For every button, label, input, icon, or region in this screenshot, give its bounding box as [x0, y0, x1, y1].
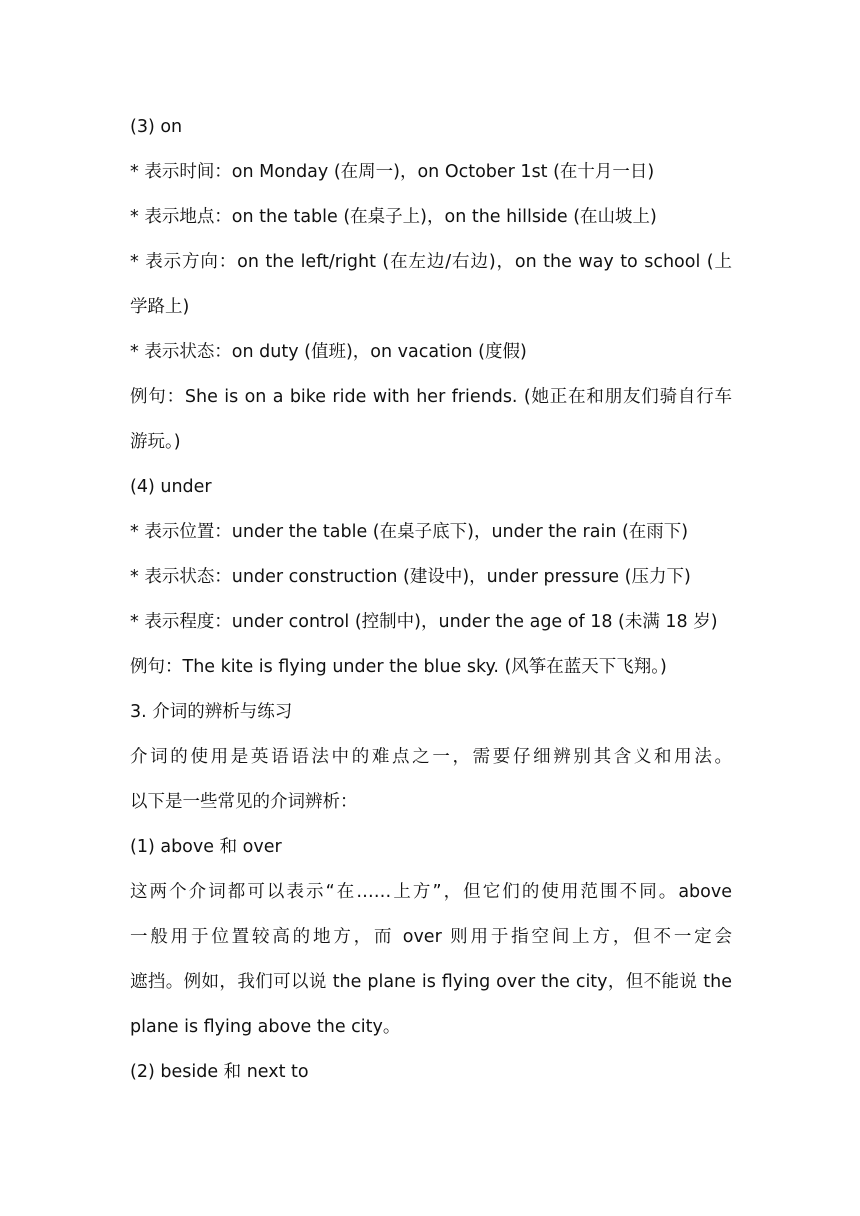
heading-on: (3) on [130, 117, 183, 137]
list-item-on-time: * 表示时间：on Monday (在周一)，on October 1st (在十月一日) [130, 162, 655, 182]
paragraph-above-over-2: 一般用于位置较高的地方，而 over 则用于指空间上方，但不一定会 [130, 927, 732, 947]
list-item-on-place: * 表示地点：on the table (在桌子上)，on the hillside (在山坡上) [130, 207, 657, 227]
body-text [130, 105, 732, 1095]
list-item-under-position: * 表示位置：under the table (在桌子底下)，under the rain (在雨下) [130, 522, 689, 542]
list-item-under-state: * 表示状态：under construction (建设中)，under pressure (压力下) [130, 567, 691, 587]
paragraph-intro-cont: 以下是一些常见的介词辨析： [130, 792, 358, 812]
paragraph-intro: 介词的使用是英语语法中的难点之一，需要仔细辨别其含义和用法。 [130, 747, 732, 767]
list-item-on-state: * 表示状态：on duty (值班)，on vacation (度假) [130, 342, 527, 362]
example-under: 例句：The kite is flying under the blue sky. (风筝在蓝天下飞翔。) [130, 657, 667, 677]
list-item-on-direction-cont: 学路上) [130, 297, 190, 317]
list-item-on-direction: * 表示方向：on the left/right (在左边/右边)，on the way to school (上 [130, 252, 732, 272]
paragraph-above-over-4: plane is flying above the city。 [130, 1017, 401, 1037]
heading-above-over: (1) above 和 over [130, 837, 282, 857]
example-on: 例句：She is on a bike ride with her friends. (她正在和朋友们骑自行车 [130, 387, 732, 407]
section-heading-3: 3. 介词的辨析与练习 [130, 702, 293, 722]
paragraph-above-over-1: 这两个介词都可以表示“在……上方”，但它们的使用范围不同。above [130, 882, 732, 902]
heading-beside-next-to: (2) beside 和 next to [130, 1062, 309, 1082]
paragraph-above-over-3: 遮挡。例如，我们可以说 the plane is flying over the city，但不能说 the [130, 972, 732, 992]
example-on-cont: 游玩。) [130, 432, 181, 452]
heading-under: (4) under [130, 477, 212, 497]
list-item-under-degree: * 表示程度：under control (控制中)，under the age of 18 (未满 18 岁) [130, 612, 718, 632]
